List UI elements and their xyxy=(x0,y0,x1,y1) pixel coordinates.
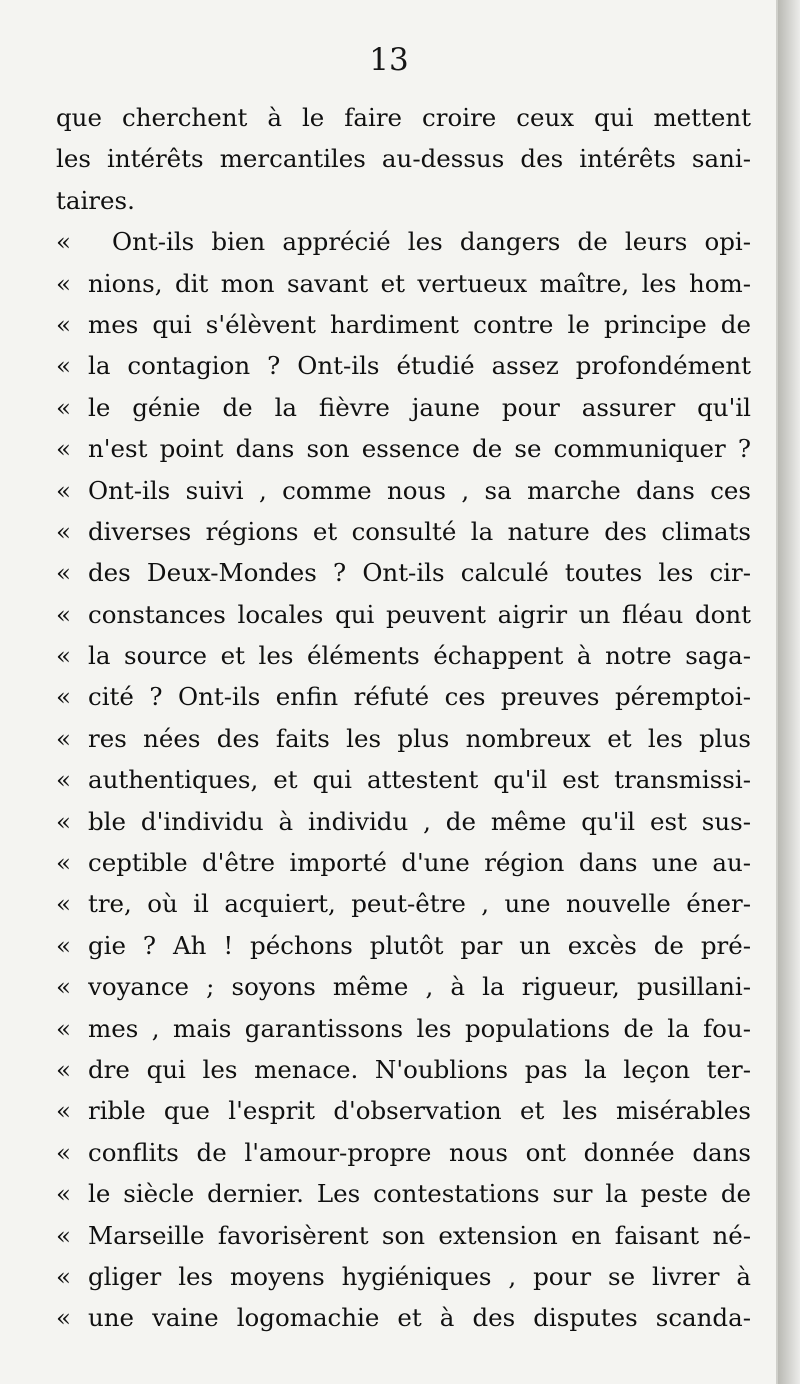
quotation-text: la contagion ? Ont-ils étudié assez profondément xyxy=(88,351,751,381)
quotation-mark: « xyxy=(56,723,71,753)
quotation-mark: « xyxy=(56,1013,71,1043)
quotation-line xyxy=(56,387,751,428)
page-number: 13 xyxy=(369,42,409,78)
quotation-text: ceptible d'être importé d'une région dans une au- xyxy=(88,848,751,878)
quotation-mark: « xyxy=(56,682,71,712)
quotation-mark: « xyxy=(56,309,71,339)
quotation-text: gie ? Ah ! péchons plutôt par un excès de pré- xyxy=(88,930,751,960)
quotation-text: n'est point dans son essence de se communiquer ? xyxy=(88,434,751,464)
quotation-line xyxy=(56,594,751,635)
quotation-line xyxy=(56,1256,751,1297)
quotation-text: une vaine logomachie et à des disputes scanda- xyxy=(88,1303,751,1333)
quotation-mark: « xyxy=(56,351,71,381)
quotation-line xyxy=(56,304,751,345)
quotation-text: Ont-ils bien apprécié les dangers de leurs opi- xyxy=(112,227,751,257)
quotation-line xyxy=(56,1090,751,1131)
quotation-line xyxy=(56,263,751,304)
quotation-text: Marseille favorisèrent son extension en faisant né- xyxy=(88,1220,751,1250)
quotation-line xyxy=(56,966,751,1007)
quotation-line xyxy=(56,883,751,924)
quotation-mark: « xyxy=(56,1096,71,1126)
quotation-mark: « xyxy=(56,1261,71,1291)
quotation-text: cité ? Ont-ils enfin réfuté ces preuves péremptoi- xyxy=(88,682,751,712)
quotation-mark: « xyxy=(56,1303,71,1333)
quotation-text: ble d'individu à individu , de même qu'il est sus- xyxy=(88,806,751,836)
quotation-mark: « xyxy=(56,434,71,464)
quotation-mark: « xyxy=(56,806,71,836)
quotation-text: diverses régions et consulté la nature des climats xyxy=(88,516,751,546)
quotation-line xyxy=(56,552,751,593)
quotation-line xyxy=(56,925,751,966)
quotation-mark: « xyxy=(56,848,71,878)
quotation-text: tre, où il acquiert, peut-être , une nouvelle éner- xyxy=(88,889,751,919)
quotation-line xyxy=(56,1173,751,1214)
quotation-text: rible que l'esprit d'observation et les misérables xyxy=(88,1096,751,1126)
quotation-mark: « xyxy=(56,889,71,919)
quotation-text: dre qui les menace. N'oublions pas la leçon ter- xyxy=(88,1054,751,1084)
quotation-text: conflits de l'amour-propre nous ont donnée dans xyxy=(88,1137,751,1167)
text-line: les intérêts mercantiles au-dessus des intérêts sani- xyxy=(56,144,751,174)
quotation-mark: « xyxy=(56,641,71,671)
quotation-text: la source et les éléments échappent à notre saga- xyxy=(88,641,751,671)
quotation-mark: « xyxy=(56,765,71,795)
quotation-line xyxy=(56,1049,751,1090)
quotation-mark: « xyxy=(56,268,71,298)
quotation-mark: « xyxy=(56,599,71,629)
text-line: que cherchent à le faire croire ceux qui mettent xyxy=(56,103,751,132)
quotation-line xyxy=(56,1008,751,1049)
quotation-line xyxy=(56,842,751,883)
quotation-mark: « xyxy=(56,475,71,505)
quotation-text: Ont-ils suivi , comme nous , sa marche dans ces xyxy=(88,475,751,505)
quotation-line xyxy=(56,676,751,717)
page-edge xyxy=(778,0,800,1384)
quotation-mark: « xyxy=(56,227,71,257)
quotation-text: voyance ; soyons même , à la rigueur, pusillani- xyxy=(88,972,751,1002)
quotation-text: authentiques, et qui attestent qu'il est transmissi- xyxy=(88,765,751,795)
quotation-line xyxy=(56,759,751,800)
quotation-line xyxy=(56,511,751,552)
quotation-mark: « xyxy=(56,1179,71,1209)
quotation-text: mes qui s'élèvent hardiment contre le principe de xyxy=(88,309,751,339)
text-line: taires. xyxy=(56,185,135,215)
quotation-mark: « xyxy=(56,558,71,588)
quotation-mark: « xyxy=(56,1137,71,1167)
quotation-mark: « xyxy=(56,972,71,1002)
quotation-text: nions, dit mon savant et vertueux maître, les hom- xyxy=(88,268,751,298)
quotation-line xyxy=(56,470,751,511)
body-text xyxy=(56,97,751,1339)
quotation-text: res nées des faits les plus nombreux et les plus xyxy=(88,723,751,753)
quotation-text: mes , mais garantissons les populations de la fou- xyxy=(88,1013,751,1043)
quotation-line xyxy=(56,718,751,759)
quotation-line xyxy=(56,801,751,842)
quotation-line xyxy=(56,221,751,262)
quotation-text: le siècle dernier. Les contestations sur la peste de xyxy=(88,1179,751,1209)
quotation-text: le génie de la fièvre jaune pour assurer qu'il xyxy=(88,392,751,422)
quotation-mark: « xyxy=(56,1054,71,1084)
quotation-mark: « xyxy=(56,930,71,960)
quotation-text: gliger les moyens hygiéniques , pour se livrer à xyxy=(88,1261,751,1291)
quotation-line xyxy=(56,1297,751,1338)
quotation-mark: « xyxy=(56,1220,71,1250)
quotation-line xyxy=(56,1215,751,1256)
quotation-line xyxy=(56,428,751,469)
quotation-text: constances locales qui peuvent aigrir un fléau dont xyxy=(88,599,751,629)
quotation-text: des Deux-Mondes ? Ont-ils calculé toutes les cir- xyxy=(88,558,751,588)
quotation-mark: « xyxy=(56,392,71,422)
quotation-line xyxy=(56,1132,751,1173)
quotation-mark: « xyxy=(56,516,71,546)
quotation-line xyxy=(56,345,751,386)
quotation-line xyxy=(56,635,751,676)
